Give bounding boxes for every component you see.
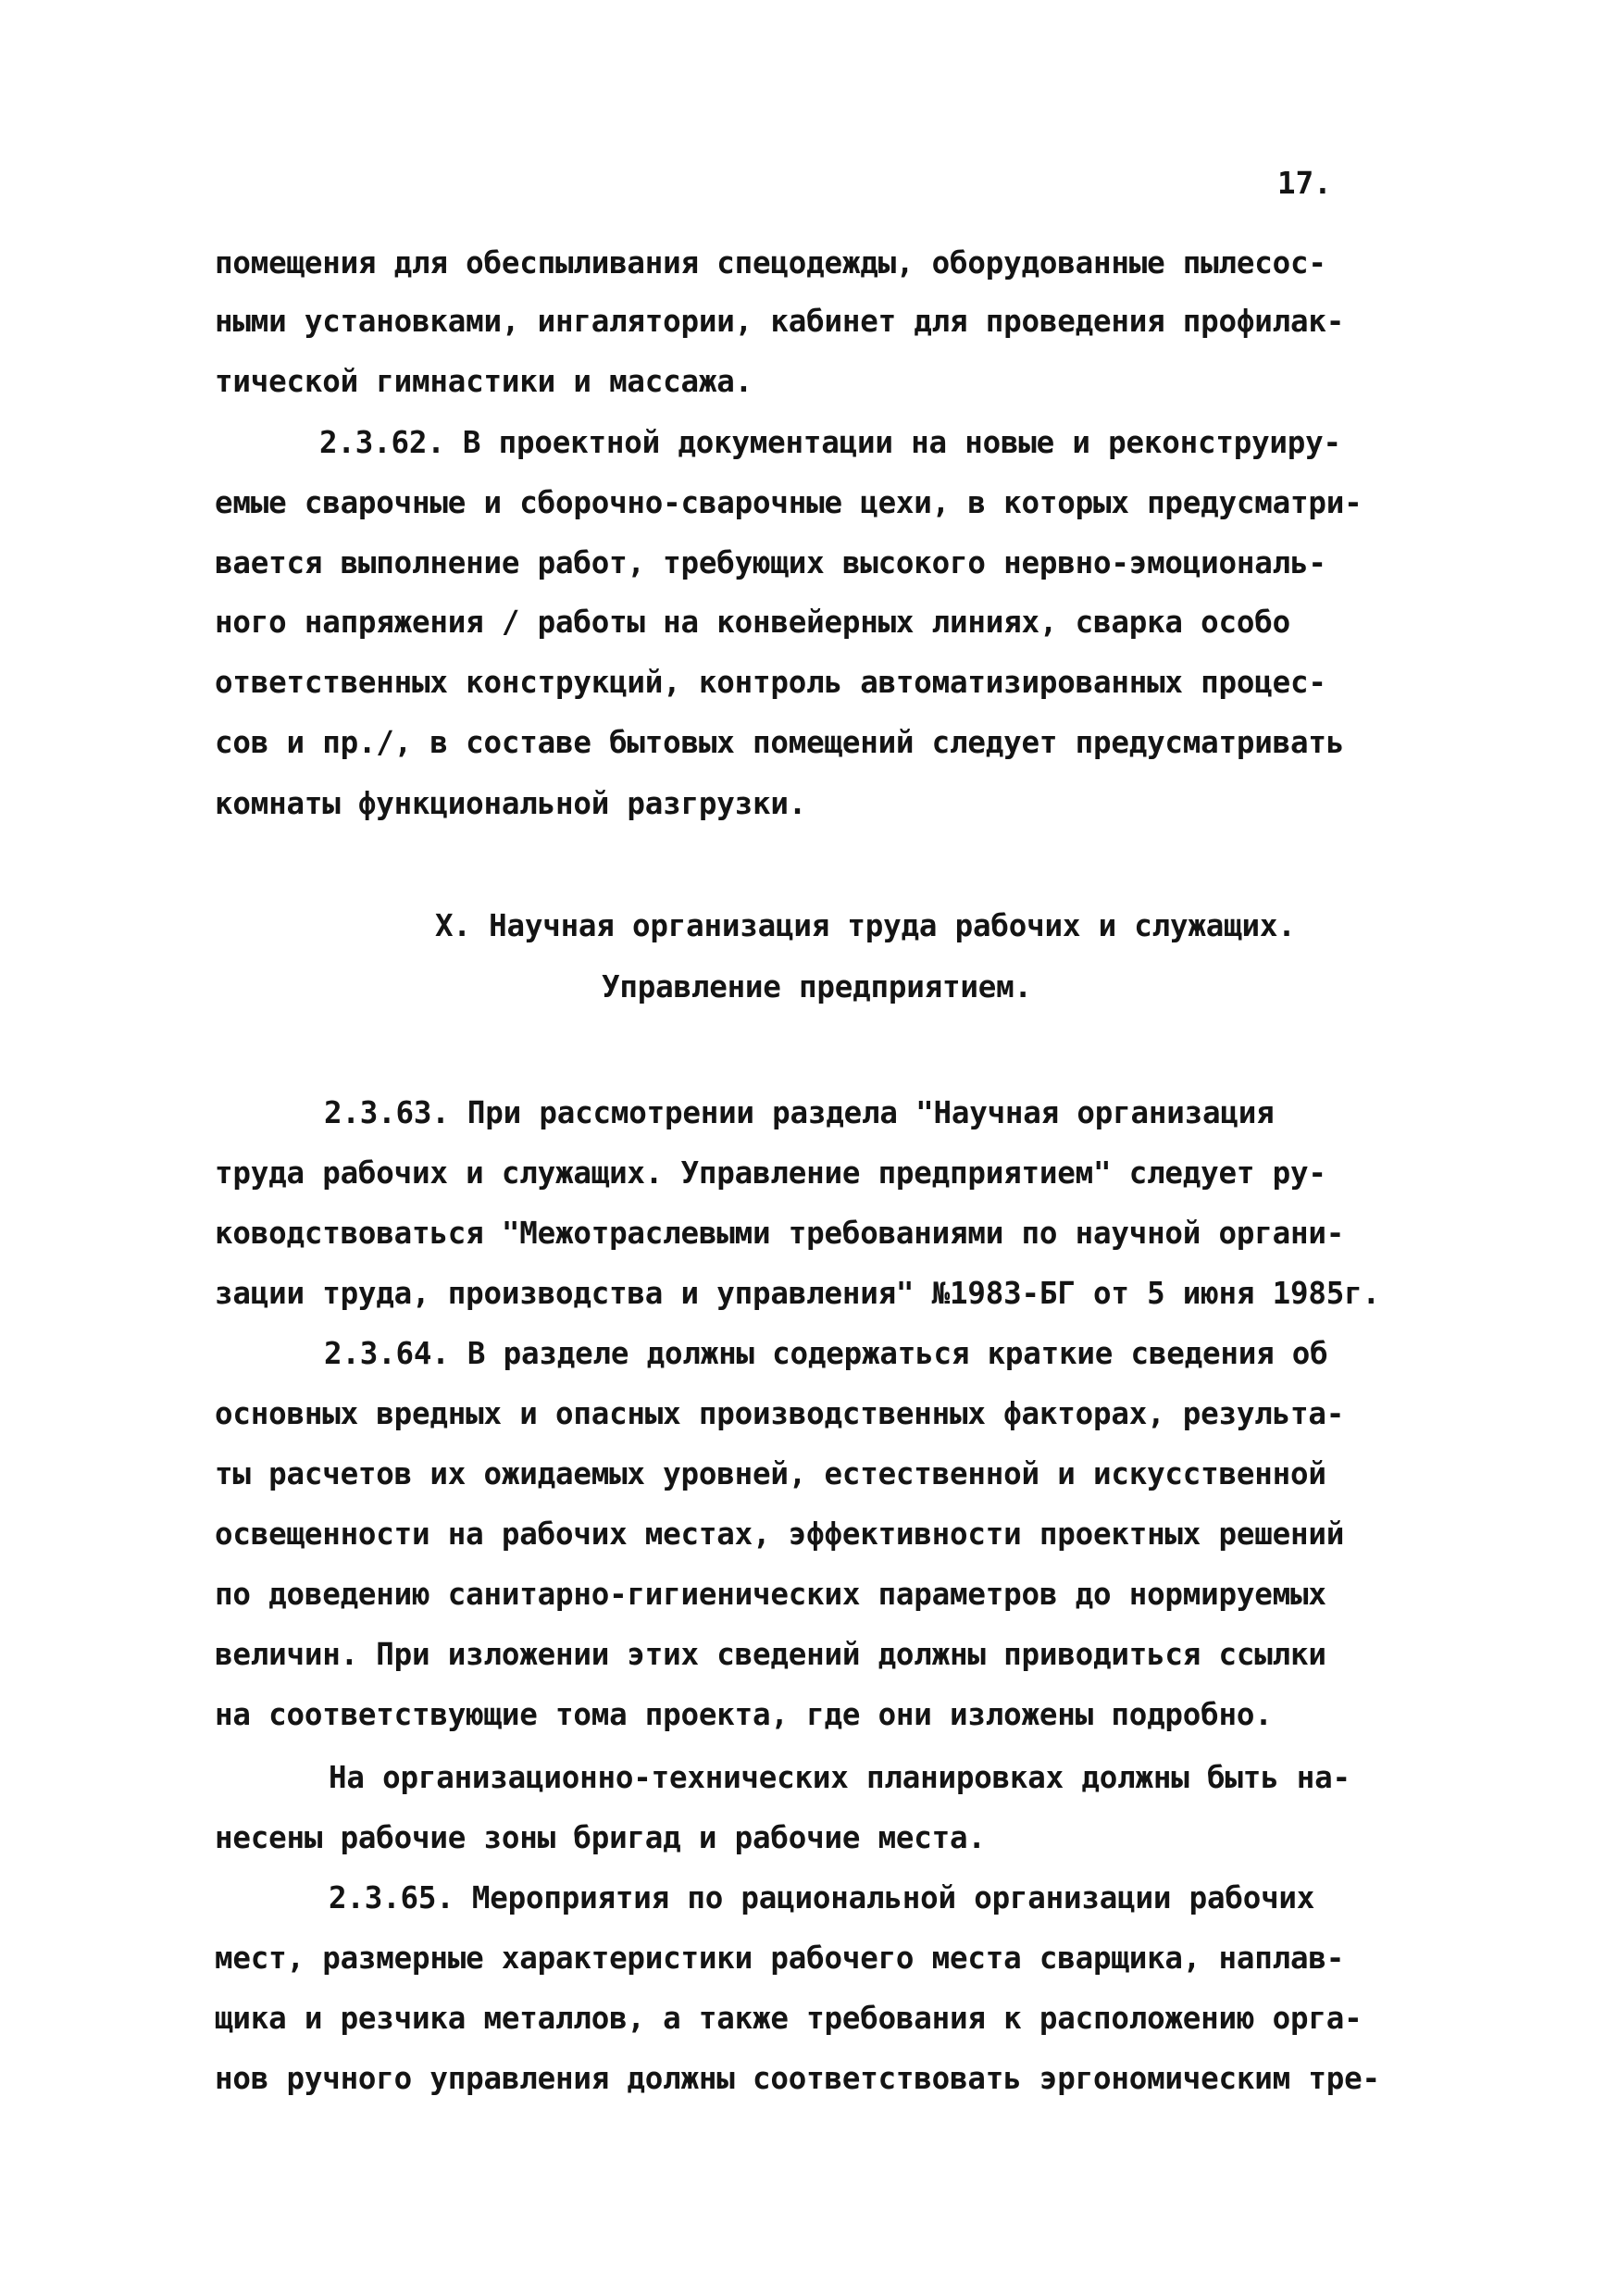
- page-number: 17.: [1277, 166, 1332, 201]
- paragraph-2-3-65-line-3: щика и резчика металлов, а также требования к расположению орга-: [215, 2001, 1363, 2036]
- text-line-2: ными установками, ингалятории, кабинет для проведения профилак-: [215, 304, 1345, 339]
- paragraph-2-3-64-line-5: по доведению санитарно-гигиенических параметров до нормируемых: [215, 1577, 1326, 1612]
- paragraph-2-3-62-line-4: ного напряжения / работы на конвейерных линиях, сварка особо: [215, 605, 1290, 640]
- paragraph-2-3-65-line-2: мест, размерные характеристики рабочего места сварщика, наплав-: [215, 1940, 1345, 1976]
- paragraph-planning-line-1: На организационно-технических планировках должны быть на-: [329, 1760, 1350, 1795]
- paragraph-2-3-64-line-1: 2.3.64. В разделе должны содержаться краткие сведения об: [324, 1336, 1328, 1371]
- text-line-1: помещения для обеспыливания спецодежды, оборудованные пылесос-: [215, 245, 1326, 281]
- section-heading-line-1: X. Научная организация труда рабочих и служащих.: [435, 908, 1296, 943]
- paragraph-2-3-64-line-2: основных вредных и опасных производственных факторах, результа-: [215, 1396, 1345, 1431]
- paragraph-planning-line-2: несены рабочие зоны бригад и рабочие места.: [215, 1820, 986, 1855]
- paragraph-2-3-64-line-3: ты расчетов их ожидаемых уровней, естественной и искусственной: [215, 1456, 1326, 1491]
- paragraph-2-3-62-line-7: комнаты функциональной разгрузки.: [215, 786, 807, 821]
- paragraph-2-3-62-line-3: вается выполнение работ, требующих высокого нервно-эмоциональ-: [215, 545, 1326, 580]
- paragraph-2-3-63-line-1: 2.3.63. При рассмотрении раздела "Научная организация: [324, 1095, 1275, 1130]
- paragraph-2-3-64-line-4: освещенности на рабочих местах, эффективности проектных решений: [215, 1516, 1345, 1552]
- paragraph-2-3-64-line-6: величин. При изложении этих сведений должны приводиться ссылки: [215, 1637, 1326, 1672]
- section-heading-line-2: Управление предприятием.: [602, 969, 1032, 1004]
- paragraph-2-3-62-line-6: сов и пр./, в составе бытовых помещений следует предусматривать: [215, 725, 1345, 760]
- paragraph-2-3-62-line-5: ответственных конструкций, контроль автоматизированных процес-: [215, 665, 1326, 700]
- paragraph-2-3-65-line-1: 2.3.65. Мероприятия по рациональной организации рабочих: [329, 1880, 1315, 1915]
- text-line-3: тической гимнастики и массажа.: [215, 364, 753, 399]
- paragraph-2-3-63-line-4: зации труда, производства и управления" №1983-БГ от 5 июня 1985г.: [215, 1276, 1380, 1311]
- paragraph-2-3-63-line-3: ководствоваться "Межотраслевыми требованиями по научной органи-: [215, 1216, 1345, 1251]
- paragraph-2-3-62-line-2: емые сварочные и сборочно-сварочные цехи, в которых предусматри-: [215, 485, 1363, 520]
- paragraph-2-3-64-line-7: на соответствующие тома проекта, где они изложены подробно.: [215, 1697, 1273, 1732]
- paragraph-2-3-62-line-1: 2.3.62. В проектной документации на новые и реконструиру-: [319, 425, 1341, 460]
- paragraph-2-3-65-line-4: нов ручного управления должны соответствовать эргономическим тре-: [215, 2061, 1380, 2096]
- paragraph-2-3-63-line-2: труда рабочих и служащих. Управление предприятием" следует ру-: [215, 1155, 1326, 1191]
